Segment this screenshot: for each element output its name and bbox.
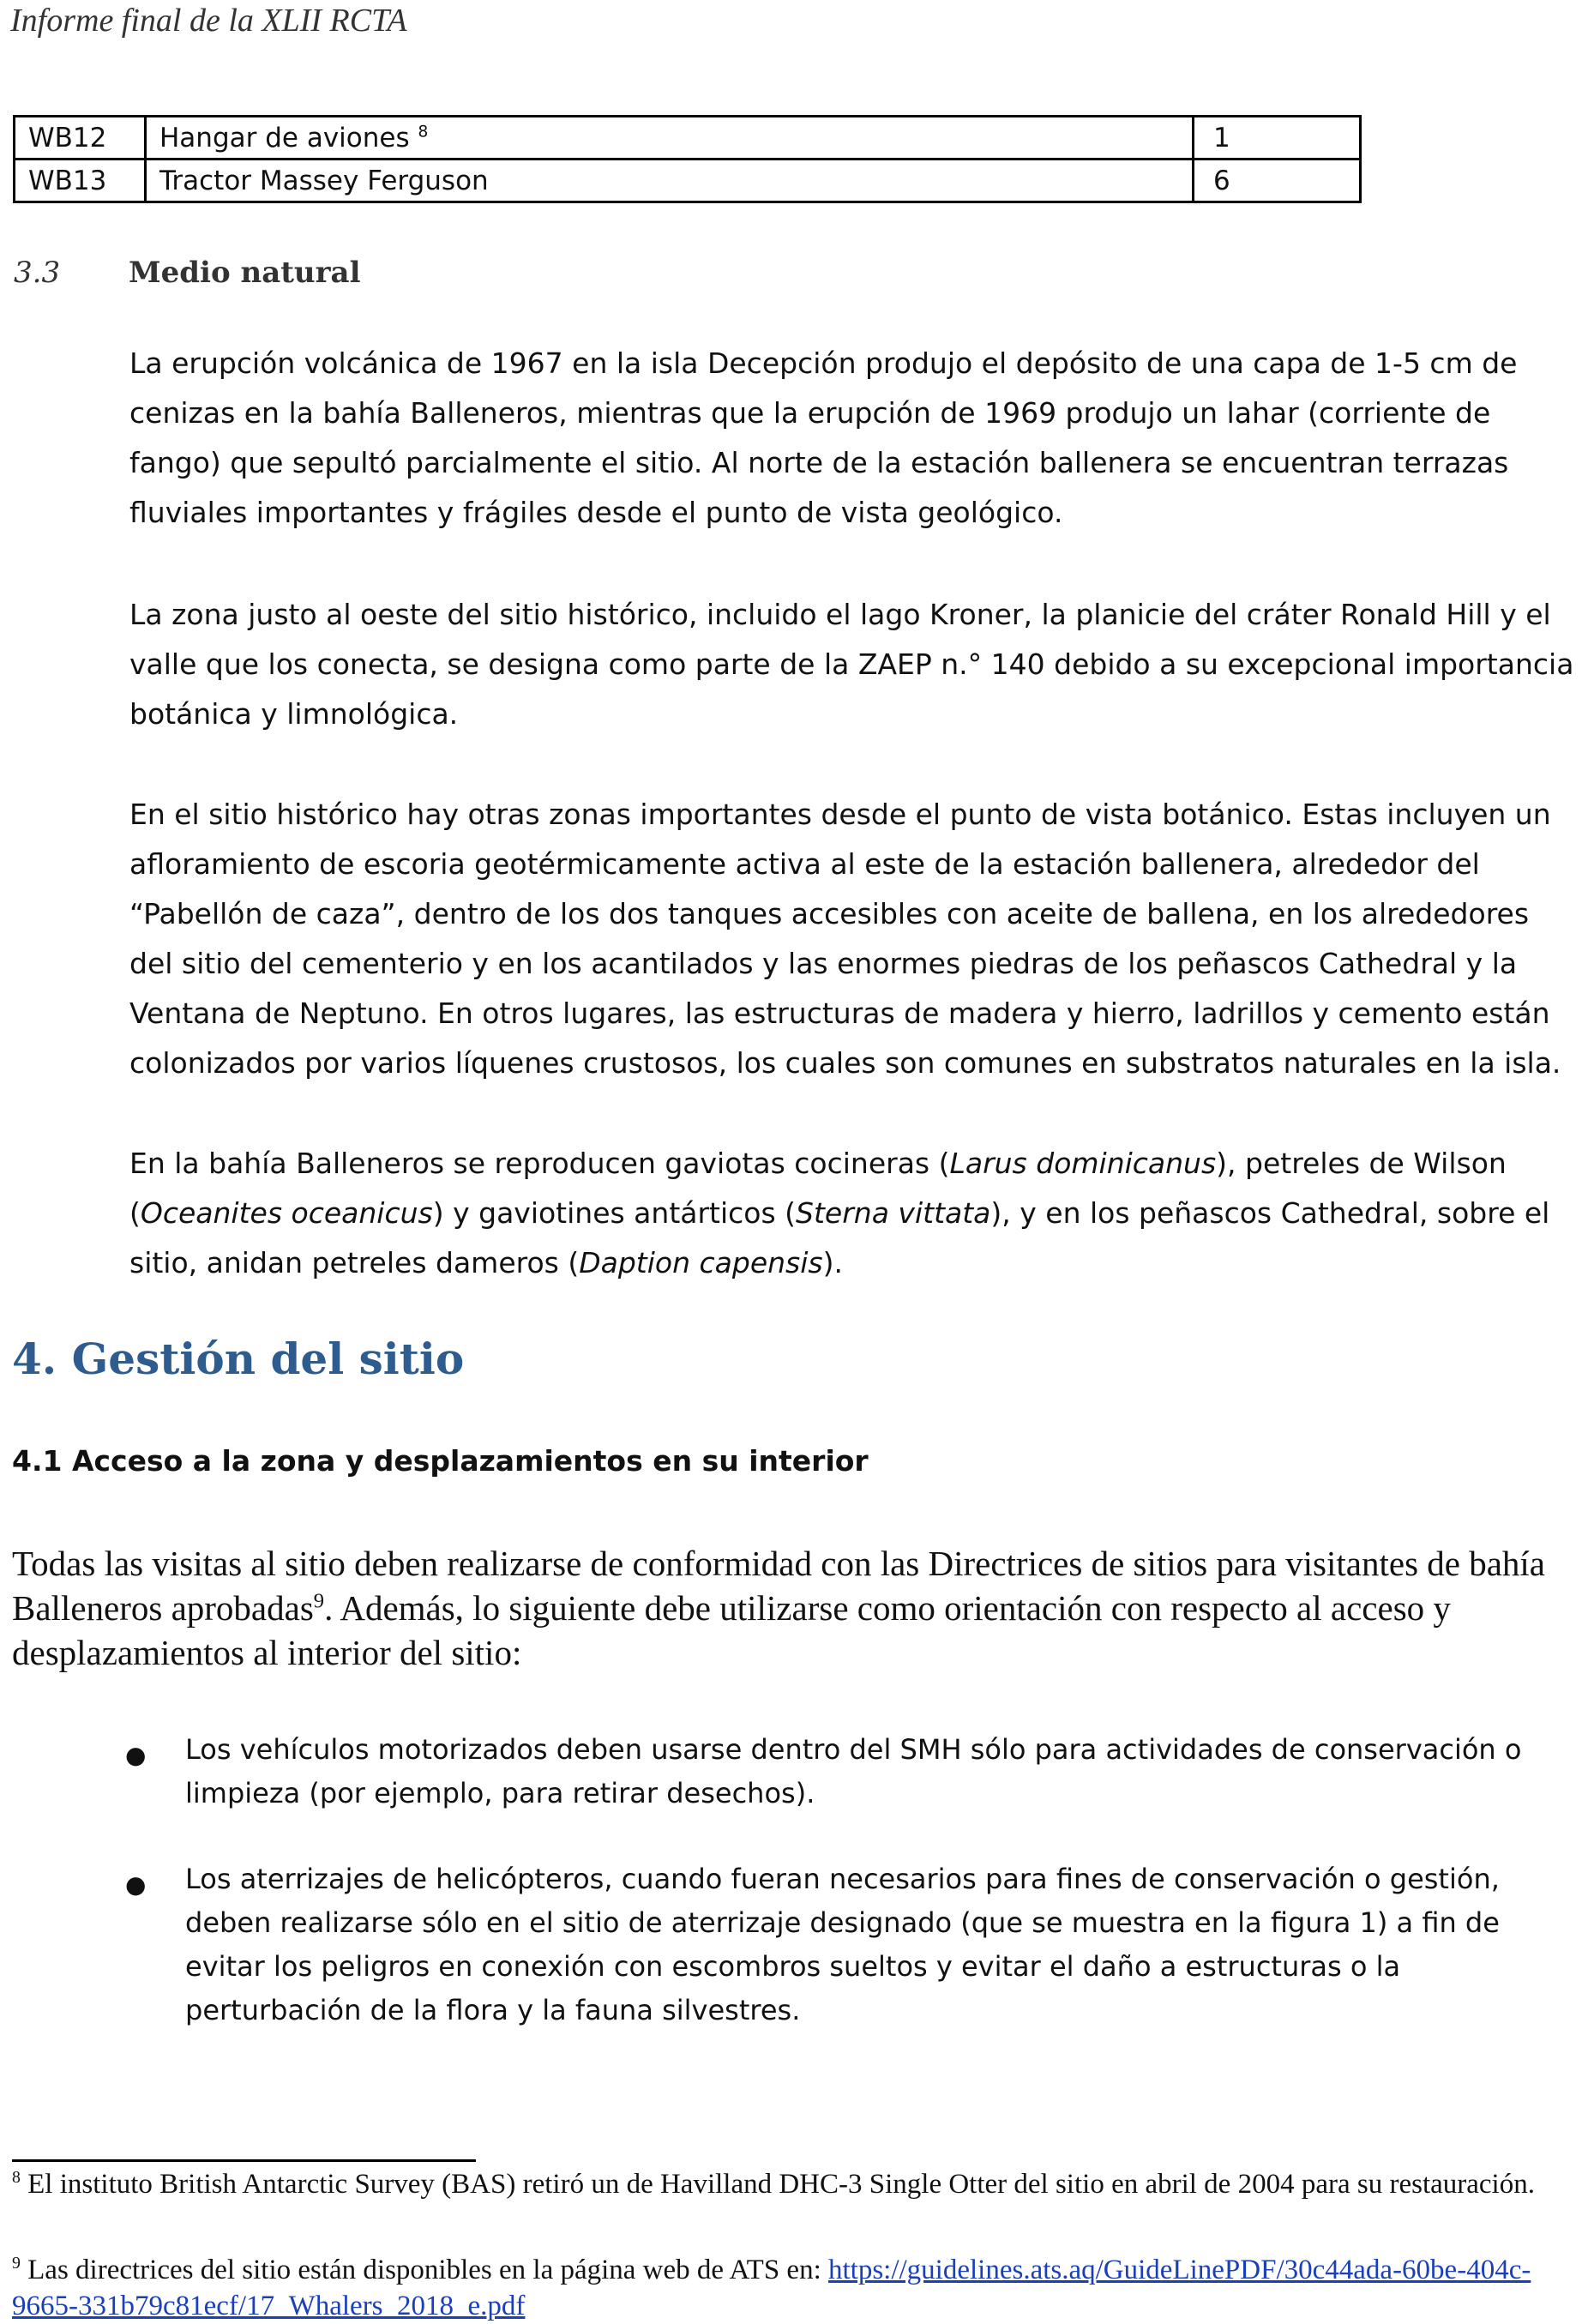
footnote-separator: [12, 2159, 476, 2162]
section-heading-4: 4. Gestión del sitio: [12, 1334, 465, 1384]
bullet-item: Los vehículos motorizados deben usarse dentro del SMH sólo para actividades de conservación o limpieza (por ejemplo, para retirar desechos).: [185, 1733, 1522, 1809]
text-run: En la bahía Balleneros se reproducen gaviotas cocineras (: [129, 1147, 950, 1180]
text-run: ), petreles de Wilson (: [129, 1147, 1507, 1230]
table-cell-code: WB12: [15, 117, 146, 160]
section-heading-4-1: 4.1 Acceso a la zona y desplazamientos en su interior: [12, 1444, 869, 1478]
text-run: . Además, lo siguiente debe utilizarse como orientación con respecto al acceso y desplazamientos al interior del sitio:: [12, 1588, 1451, 1672]
text-run: Todas las visitas al sitio deben realizarse de conformidad con las Directrices de sitios para visitantes de bahía Balleneros aprobadas: [12, 1544, 1546, 1628]
guidelines-link[interactable]: https://guidelines.ats.aq/GuideLinePDF/30c44ada-60be-404c-9665-331b79c81ecf/17_Whalers_2018_e.pdf: [12, 2255, 1531, 2321]
bullet-item: Los aterrizajes de helicópteros, cuando fueran necesarios para fines de conservación o gestión, deben realizarse sólo en el sitio de aterrizaje designado (que se muestra en la figura 1) a fin de evitar los peligros en conexión con escombros sueltos y evitar el daño a estructuras o la perturbación de la flora y la fauna silvestres.: [185, 1863, 1500, 2026]
text-run: ) y gaviotines antárticos (: [432, 1196, 797, 1230]
table-cell-name: Tractor Massey Ferguson: [146, 160, 1194, 202]
table-cell-qty: 1: [1194, 117, 1361, 160]
species-name: Daption capensis: [579, 1246, 823, 1279]
paragraph-birds: [129, 1139, 1579, 1288]
paragraph-zaep: La zona justo al oeste del sitio histórico, incluido el lago Kroner, la planicie del cráter Ronald Hill y el valle que los conecta, se designa como parte de la ZAEP n.° 140 debido a su excepcional importancia botánica y limnológica.: [129, 598, 1574, 731]
section-number: 3.3: [14, 256, 61, 290]
paragraph-botanical: En el sitio histórico hay otras zonas importantes desde el punto de vista botánico. Estas incluyen un afloramiento de escoria geotérmicamente activa al este de la estación ballenera, alrededor del “Pabellón de caza”, dentro de los dos tanques accesibles con aceite de ballena, en los alrededores del sitio del cementerio y en los acantilados y las enormes piedras de los peñascos Cathedral y la Ventana de Neptuno. En otros lugares, las estructuras de madera y hierro, ladrillos y cemento están colonizados por varios líquenes crustosos, los cuales son comunes en substratos naturales en la isla.: [129, 798, 1561, 1080]
footnote-9: [12, 2252, 1581, 2324]
section-heading-3-3: [14, 256, 361, 290]
table-row: [15, 160, 1361, 202]
footnote-ref-8[interactable]: 8: [418, 123, 429, 141]
table-cell-code: WB13: [15, 160, 146, 202]
bullet-icon: ●: [125, 1870, 147, 1899]
footnote-number: 8: [12, 2168, 21, 2187]
section-title: Medio natural: [129, 256, 361, 290]
inventory-table: [13, 115, 1362, 203]
text-run: ).: [822, 1246, 843, 1279]
table-cell-qty: 6: [1194, 160, 1361, 202]
item-name: Hangar de aviones: [159, 122, 418, 154]
footnote-text: Las directrices del sitio están disponibles en la página web de ATS en:: [20, 2255, 828, 2285]
footnote-number: 9: [12, 2254, 21, 2273]
paragraph-access-intro: [12, 1541, 1581, 1675]
paragraph-eruption: La erupción volcánica de 1967 en la isla Decepción produjo el depósito de una capa de 1-5 cm de cenizas en la bahía Balleneros, mientras que la erupción de 1969 produjo un lahar (corriente de fango) que sepultó parcialmente el sitio. Al norte de la estación ballenera se encuentran terrazas fluviales importantes y frágiles desde el punto de vista geológico.: [129, 346, 1518, 529]
running-header: Informe final de la XLII RCTA: [10, 3, 407, 39]
species-name: Oceanites oceanicus: [140, 1196, 433, 1230]
species-name: Larus dominicanus: [949, 1147, 1217, 1180]
footnote-8: [12, 2166, 1581, 2202]
species-name: Sterna vittata: [796, 1196, 991, 1230]
bullet-icon: ●: [125, 1741, 147, 1769]
table-row: [15, 117, 1361, 160]
table-cell-name: [146, 117, 1194, 160]
text-run: ), y en los peñascos Cathedral, sobre el sitio, anidan petreles dameros (: [129, 1196, 1550, 1279]
footnote-text: El instituto British Antarctic Survey (BAS) retiró un de Havilland DHC-3 Single Otter del sitio en abril de 2004 para su restauración.: [20, 2169, 1535, 2200]
footnote-ref-9[interactable]: 9: [313, 1589, 325, 1613]
